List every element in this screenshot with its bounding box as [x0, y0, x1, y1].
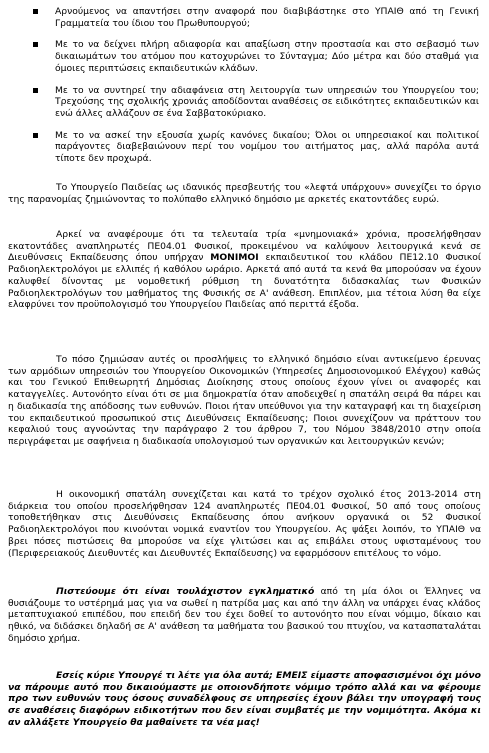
paragraph-5 — [8, 586, 481, 645]
paragraph-text: Το Υπουργείο Παιδείας ως ιδανικός πρεσβευτής του «λεφτά υπάρχουν» συνεχίζει το όργιο της παρανομίας ζημιώνοντας το πολύπαθο ελληνικό δημόσιο με αρκετές εκατοντάδες ευρώ. — [8, 182, 481, 205]
paragraph-text: Το πόσο ζημιώσαν αυτές οι προσλήψεις το ελληνικό δημόσιο είναι αντικείμενο έρευνας των αρμόδιων υπηρεσιών του Υπουργείου Οικονομικών (Υπηρεσίες Δημοσιονομικού Ελέγχου) καθώς και του Γενικού Επιθεωρητή Δημόσιας Διοίκησης στους οποίους έχουν γίνει οι αναφορές και καταγγελίες. Αυτονόητο είναι ότι σε μια δημοκρατία όταν αποδειχθεί η σπατάλη σειρά θα πάρει και η διαδικασία της απόδοσης των ευθυνών. Ποιοι ήταν υπεύθυνοι για την καταγραφή και τη διαχείριση του εκπαιδευτικού προσωπικού στις Διευθύνσεις Εκπαίδευσης; Ποιοι συνεχίζουν να πράττουν του κεφαλιού τους αγνοώντας την παράγραφο 2 του άρθρου 7, του Νόμου 3848/2010 στην οποία περιγράφεται με σαφήνεια η διαδικασία υπολογισμού των οργανικών και λειτουργικών κενών; — [8, 354, 481, 447]
bullet-text: Με το να ασκεί την εξουσία χωρίς κανόνες δικαίου; Όλοι οι υπηρεσιακοί και πολιτικοί παράγοντες διαβεβαιώνουν περί του νομίμου του αιτήματος μας, αλλά παρόλα αυτά τίποτε δεν προχωρά. — [55, 129, 479, 165]
emphasis-text: Πιστεύουμε ότι είναι τουλάχιστον εγκληματικό — [56, 586, 315, 597]
paragraph-text: από τη μία όλοι οι Έλληνες να θυσιάζουμε το υστέρημά μας για να σωθεί η πατρίδα μας και από την άλλη να υπάρχει ένας κλάδος μεταπτυχιακού επιπέδου, που επειδή δεν του έχει δοθεί το αυτονόητο που είναι νόμιμο, δίκαιο και ηθικό, να διδάσκει δηλαδή σε Α' ανάθεση τα μαθήματα του βασικού του πτυχίου, να κατασπαταλάται δημόσιο χρήμα. — [8, 586, 481, 644]
bullet-item — [33, 85, 479, 120]
paragraph-text: εκπαιδευτικοί του κλάδου ΠΕ12.10 Φυσικοί Ραδιοηλεκτρολόγοι με ελλιπές ή καθόλου ωράριο. Αρκετά από αυτά τα κενά θα μπορούσαν να έχουν καλυφθεί δίνοντας με νομοθετική ρύθμιση τη δυνατότητα διδασκαλίας των Φυσικών Ραδιοηλεκτρολόγων του μαθήματος της Φυσικής σε Α' ανάθεση. Επιπλέον, μια τέτοια λύση θα είχε ελαφρύνει τον προϋπολογισμό του Υπουργείου Παιδείας από περιττά έξοδα. — [8, 252, 481, 311]
bullet-item — [33, 130, 479, 165]
closing-statement: Εσείς κύριε Υπουργέ τι λέτε για όλα αυτά; ΕΜΕΙΣ είμαστε αποφασισμένοι όχι μόνο να πάρουμε αυτό που δικαιούμαστε με οποιονδήποτε νόμιμο τρόπο αλλά και να φέρουμε προ των ευθυνών τους όσους συναδέλφους σε υπηρεσίες έχουν βάλει την υπογραφή τους σε αναθέσεις διαφόρων ειδικοτήτων που δεν είναι συμβατές με την νομιμότητα. Ακόμα κι αν αλλάξετε Υπουργείο θα μαθαίνετε τα νέα μας! — [8, 670, 481, 728]
bullet-text: Με το να συντηρεί την αδιαφάνεια στη λειτουργία των υπηρεσιών του Υπουργείου του; Τρεχούσης της σχολικής χρονιάς αποδίδονται αναθέσεις σε ειδικότητες εκπαιδευτικών και ενώ άλλες αλλάζουν σε ένα Σαββατοκύριακο. — [55, 84, 479, 119]
bullet-list — [33, 6, 479, 175]
bullet-text: Με το να δείχνει πλήρη αδιαφορία και απαξίωση στην προστασία και στο σεβασμό των δικαιωμάτων του ατόμου που κατοχυρώνει το Σύνταγμα; Δύο μέτρα και δύο σταθμά για όμοιες περιπτώσεις εκπαιδευτικών κλάδων. — [55, 39, 479, 74]
paragraph-text: Η οικονομική σπατάλη συνεχίζεται και κατά το τρέχον σχολικό έτος 2013-2014 στη διάρκεια του οποίου προσελήφθησαν 124 αναπληρωτές ΠΕ04.01 Φυσικοί, 50 από τους οποίους τοποθετήθηκαν στις Διευθύνσεις Εκπαίδευσης όπου ανήκουν οργανικά οι 52 Φυσικοί Ραδιοηλεκτρολόγοι που κινούνται νομικά εναντίον του Υπουργείου. Ας ψάξει λοιπόν, το ΥΠΑΙΘ να βρει πόσες πιστώσεις θα μπορούσε να είχε γλιτώσει και ας επιβάλει στους υφισταμένους του (Περιφερειακούς Διευθυντές και Διευθυντές Εκπαίδευσης) να εφαρμόσουν επιτέλους το νόμο. — [8, 489, 481, 559]
paragraph-6 — [8, 670, 481, 729]
bullet-item — [33, 6, 479, 29]
paragraph-text: Αρκεί να αναφέρουμε ότι τα τελευταία τρία «μνημονιακά» χρόνια, προσελήφθησαν εκατοντάδες αναπληρωτές ΠΕ04.01 Φυσικοί, προκειμένου να καλύψουν λειτουργικά κενά σε Διευθύνσεις Εκπαίδευσης όπου υπήρχαν — [8, 229, 481, 264]
bullet-text: Αρνούμενος να απαντήσει στην αναφορά που διαβιβάστηκε στο ΥΠΑΙΘ από τη Γενική Γραμματεία του ίδιου του Πρωθυπουργού; — [55, 6, 479, 29]
square-bullet-icon — [33, 88, 38, 93]
square-bullet-icon — [33, 9, 38, 14]
square-bullet-icon — [33, 133, 38, 138]
paragraph-1 — [8, 182, 481, 205]
emphasis-text: ΜΟΝΙΜΟΙ — [210, 252, 259, 264]
bullet-item — [33, 39, 479, 74]
paragraph-4 — [8, 489, 481, 559]
paragraph-2 — [8, 229, 481, 311]
square-bullet-icon — [33, 42, 38, 47]
paragraph-3 — [8, 354, 481, 448]
